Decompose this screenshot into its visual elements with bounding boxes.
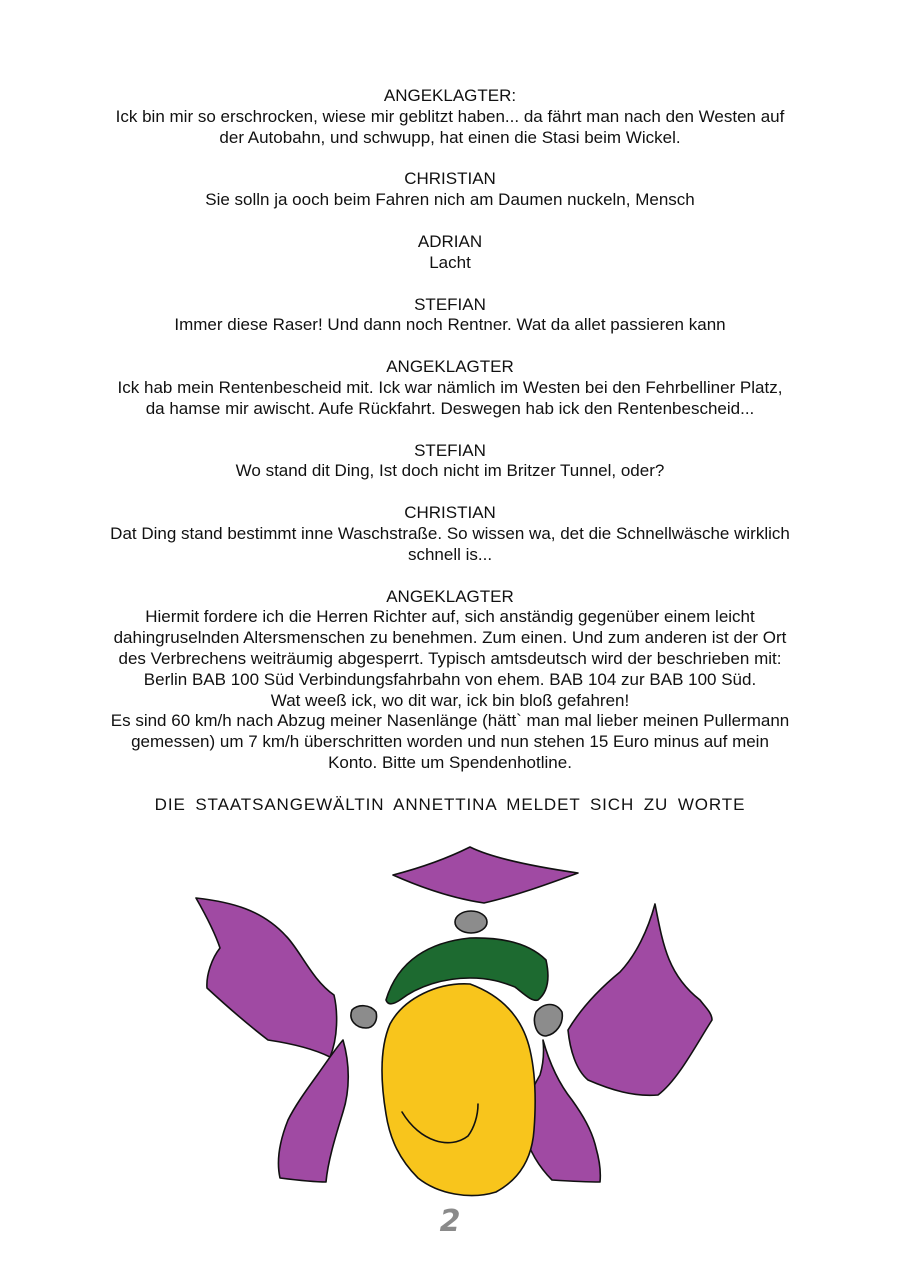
- dialogue-block: [80, 357, 820, 419]
- speaker-name: ADRIAN: [417, 231, 483, 251]
- dialogue-line: Ick hab mein Rentenbescheid mit. Ick war nämlich im Westen bei den Fehrbelliner Platz,: [117, 377, 783, 397]
- dialogue-line: Es sind 60 km/h nach Abzug meiner Nasenlänge (hätt` man mal lieber meinen Pullermann: [110, 711, 790, 731]
- dialogue-line: Hiermit fordere ich die Herren Richter auf, sich anständig gegenüber einem leicht: [145, 607, 755, 627]
- dialogue-block: [80, 587, 820, 774]
- petal-upper-right: [568, 904, 712, 1095]
- dialogue-line: Berlin BAB 100 Süd Verbindungsfahrbahn von ehem. BAB 104 zur BAB 100 Süd.: [143, 669, 757, 689]
- dialogue-line: Ick bin mir so erschrocken, wiese mir geblitzt haben... da fährt man nach den Westen auf: [115, 106, 785, 126]
- script-text: [80, 86, 820, 816]
- dialogue-line: Immer diese Raser! Und dann noch Rentner. Wat da allet passieren kann: [174, 315, 726, 335]
- dialogue-block: [80, 86, 820, 148]
- speaker-name: ANGEKLAGTER: [386, 586, 514, 606]
- dialogue-block: [80, 169, 820, 211]
- dialogue-block: [80, 232, 820, 274]
- dialogue-line: schnell is...: [407, 544, 493, 564]
- dialogue-line: Konto. Bitte um Spendenhotline.: [328, 752, 572, 772]
- speaker-name: CHRISTIAN: [404, 503, 496, 523]
- dialogue-line: dahingruselnden Altersmenschen zu benehmen. Zum einen. Und zum anderen ist der Ort: [113, 628, 787, 648]
- dialogue-line: Lacht: [429, 252, 471, 272]
- hat: [386, 938, 548, 1004]
- speaker-name: CHRISTIAN: [404, 169, 496, 189]
- dialogue-line: da hamse mir awischt. Aufe Rückfahrt. Deswegen hab ick den Rentenbescheid...: [145, 398, 755, 418]
- petal-lower-right: [524, 1040, 601, 1182]
- stage-direction: DIE STAATSANGEWÄLTIN ANNETTINA MELDET SICH ZU WORTE: [154, 794, 746, 814]
- petal-lower-left: [278, 1040, 348, 1182]
- dialogue-line: der Autobahn, und schwupp, hat einen die Stasi beim Wickel.: [219, 127, 681, 147]
- dialogue-line: Sie solln ja ooch beim Fahren nich am Daumen nuckeln, Mensch: [205, 190, 695, 210]
- dialogue-line: Wat weeß ick, wo dit war, ick bin bloß gefahren!: [270, 690, 630, 710]
- stone-right: [534, 1005, 562, 1037]
- dialogue-line: des Verbrechens weiträumig abgesperrt. Typisch amtsdeutsch wird der beschrieben mit:: [118, 648, 782, 668]
- dialogue-block: [80, 295, 820, 337]
- dialogue-line: Wo stand dit Ding, Ist doch nicht im Britzer Tunnel, oder?: [235, 461, 665, 481]
- speaker-name: STEFIAN: [414, 294, 486, 314]
- face: [382, 984, 535, 1196]
- speaker-name: ANGEKLAGTER:: [383, 86, 517, 105]
- stone-left: [351, 1006, 377, 1028]
- dialogue-block: [80, 441, 820, 483]
- dialogue-block: [80, 503, 820, 565]
- dialogue-line: Dat Ding stand bestimmt inne Waschstraße. So wissen wa, det die Schnellwäsche wirklich: [110, 523, 790, 543]
- petal-top: [393, 847, 578, 903]
- speaker-name: STEFIAN: [414, 440, 486, 460]
- smile: [402, 1104, 478, 1143]
- petal-upper-left: [196, 898, 337, 1057]
- stone-top: [455, 911, 487, 933]
- dialogue-line: gemessen) um 7 km/h überschritten worden und nun stehen 15 Euro minus auf mein: [131, 732, 769, 752]
- page-number: 2: [439, 1204, 461, 1239]
- speaker-name: ANGEKLAGTER: [386, 357, 514, 377]
